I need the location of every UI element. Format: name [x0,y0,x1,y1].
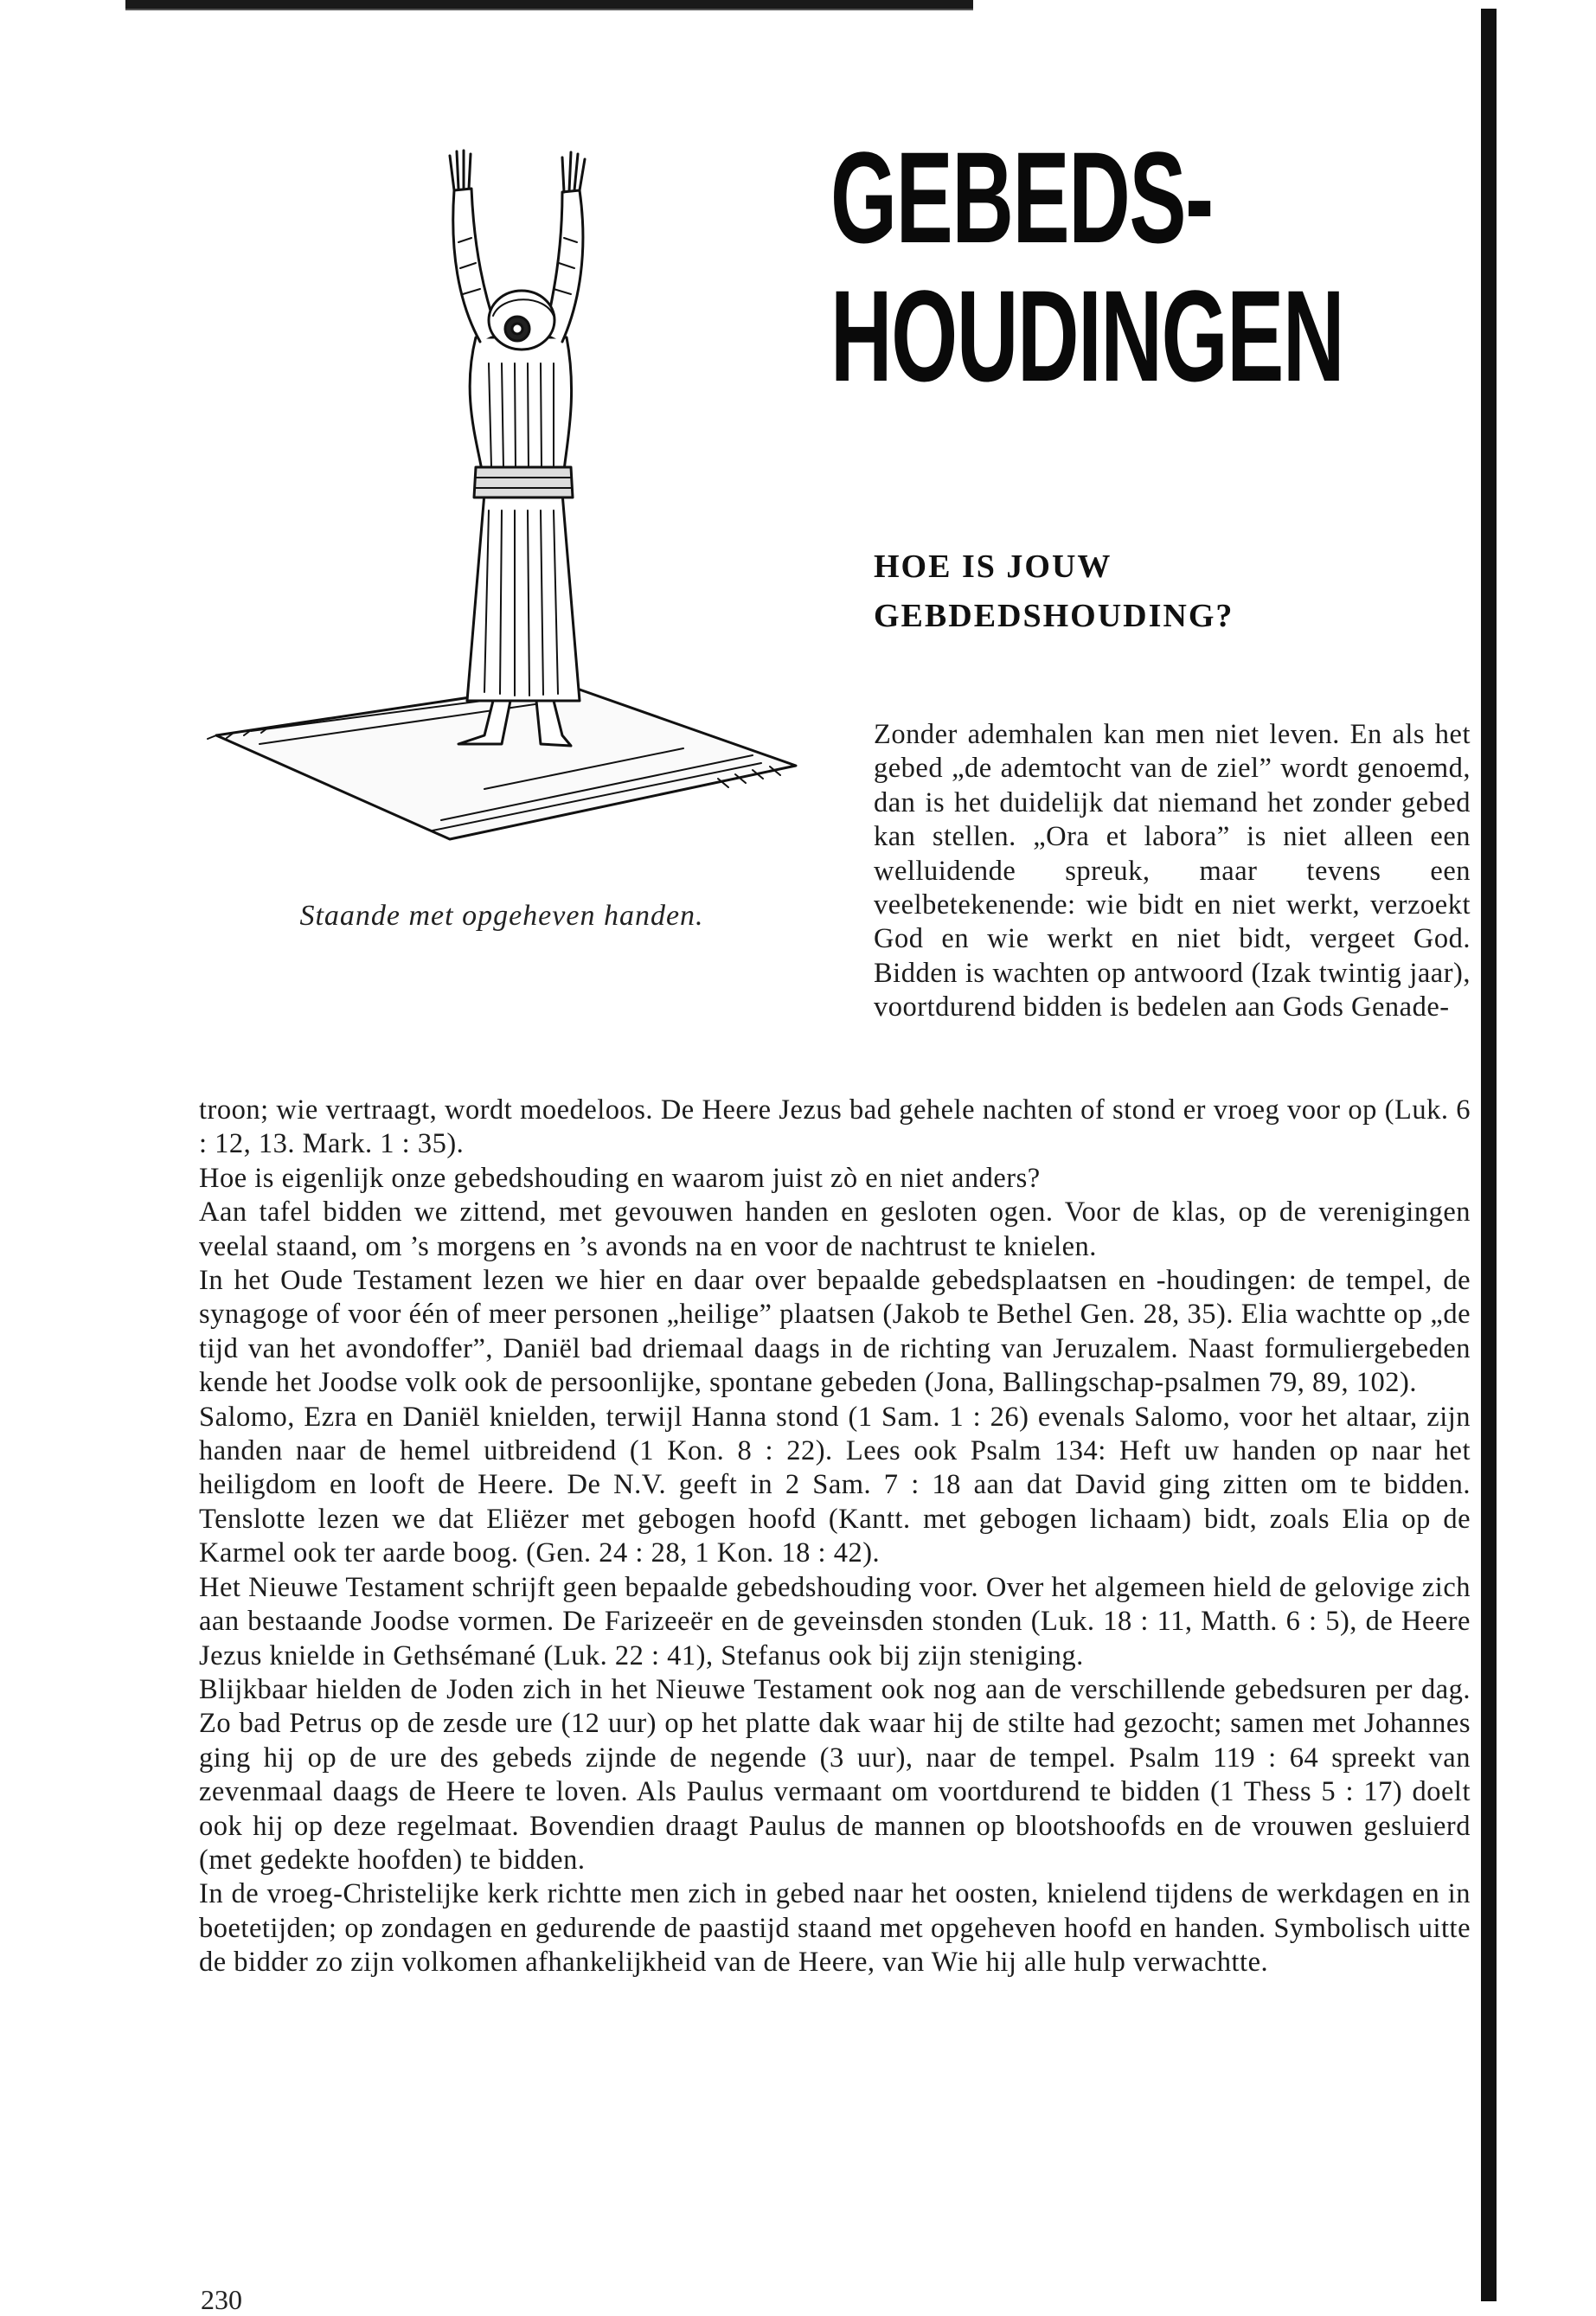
subtitle-line-2: GEBDEDSHOUDING? [874,598,1234,634]
body-paragraph: Hoe is eigenlijk onze gebedshouding en waarom juist zò en niet anders? [199,1162,1041,1194]
article-subtitle [874,542,1393,641]
intro-paragraph: Zonder ademhalen kan men niet leven. En als het gebed „de ademtocht van de ziel” wordt genoemd, dan is het duidelijk dat niemand het zonder gebed kan stellen. „Ora et labora” is niet alleen een welluidende spreuk, maar tevens een veelbetekenende: wie bidt en niet werkt, verzoekt God en wie werkt en niet bidt, vergeet God. Bidden is wachten op antwoord (Izak twintig jaar), voortdurend bidden is bedelen aan Gods Genade- [874,719,1471,1023]
subtitle-line-1: HOE IS JOUW [874,549,1112,585]
body-paragraph: Aan tafel bidden we zittend, met gevouwen handen en gesloten ogen. Voor de klas, op de verenigingen veelal staand, om ’s morgens en ’s avonds na en voor de nachtrust te knielen. [199,1196,1471,1262]
article-body [199,1094,1471,1980]
body-paragraph: Blijkbaar hielden de Joden zich in het Nieuwe Testament ook nog aan de verschillende gebedsuren per dag. Zo bad Petrus op de zesde ure (12 uur) op het platte dak waar hij de stilte had gezocht; samen met Johannes ging hij op de ure des gebeds zijnde de negende (3 uur), naar de tempel. Psalm 119 : 64 spreekt van zevenmaal daags de Heere te loven. Als Paulus vermaant om voortdurend te bidden (1 Thess 5 : 17) doelt ook hij op deze regelmaat. Bovendien draagt Paulus de mannen op blootshoofds en de vrouwen gesluierd (met gedekte hoofden) te bidden. [199,1673,1471,1876]
body-paragraph: Het Nieuwe Testament schrijft geen bepaalde gebedshouding voor. Over het algemeen hield de gelovige zich aan bestaande Joodse vormen. De Farizeeër en de geveinsden stonden (Luk. 18 : 11, Matth. 6 : 5), de Heere Jezus knielde in Gethsémané (Luk. 22 : 41), Stefanus ook bij zijn steniging. [199,1571,1471,1671]
body-paragraph: In het Oude Testament lezen we hier en daar over bepaalde gebedsplaatsen en -houdingen: de tempel, de synagoge of voor één of meer personen „heilige” plaatsen (Jakob te Bethel Gen. 28, 35). Elia wachtte op „de tijd van het avondoffer”, Daniël bad driemaal daags in de richting van Jeruzalem. Naast formuliergebeden kende het Joodse volk ook de persoonlijke, spontane gebeden (Jona, Ballingschap-psalmen 79, 89, 102). [199,1265,1471,1399]
article-title [830,125,1344,408]
body-paragraph: In de vroeg-Christelijke kerk richtte men zich in gebed naar het oosten, knielend tijdens de werkdagen en in boetetijden; op zondagen en gedurende de paastijd staand met opgeheven hoofd en handen. Symbolisch uitte de bidder zo zijn volkomen afhankelijkheid van de Heere, van Wie hij alle hulp verwachtte. [199,1878,1471,1979]
top-rule-thin [125,9,973,10]
title-line-1: GEBEDS- [830,125,1213,270]
page-number: 230 [201,2284,242,2315]
top-rule [125,0,973,9]
body-paragraph: troon; wie vertraagt, wordt moedeloos. De Heere Jezus bad gehele nachten of stond er vroeg voor op (Luk. 6 : 12, 13. Mark. 1 : 35). [199,1094,1471,1160]
body-paragraph: Salomo, Ezra en Daniël knielden, terwijl Hanna stond (1 Sam. 1 : 26) evenals Salomo, voor het altaar, zijn handen naar de hemel uitbreidend (1 Kon. 8 : 22). Lees ook Psalm 134: Heft uw handen op naar het heiligdom en looft de Heere. De N.V. geeft in 2 Sam. 7 : 18 aan dat David ging zitten om te bidden. Tenslotte lezen we dat Eliëzer met gebogen hoofd (Kantt. met gebogen lichaam) bidt, zoals Elia op de Karmel ook ter aarde boog. (Gen. 24 : 28, 1 Kon. 18 : 42). [199,1401,1471,1569]
illustration-caption: Staande met opgeheven handen. [299,900,704,932]
title-line-2: HOUDINGEN [830,263,1344,408]
page-edge-bar [1481,9,1497,2301]
praying-figure-icon [199,147,804,882]
